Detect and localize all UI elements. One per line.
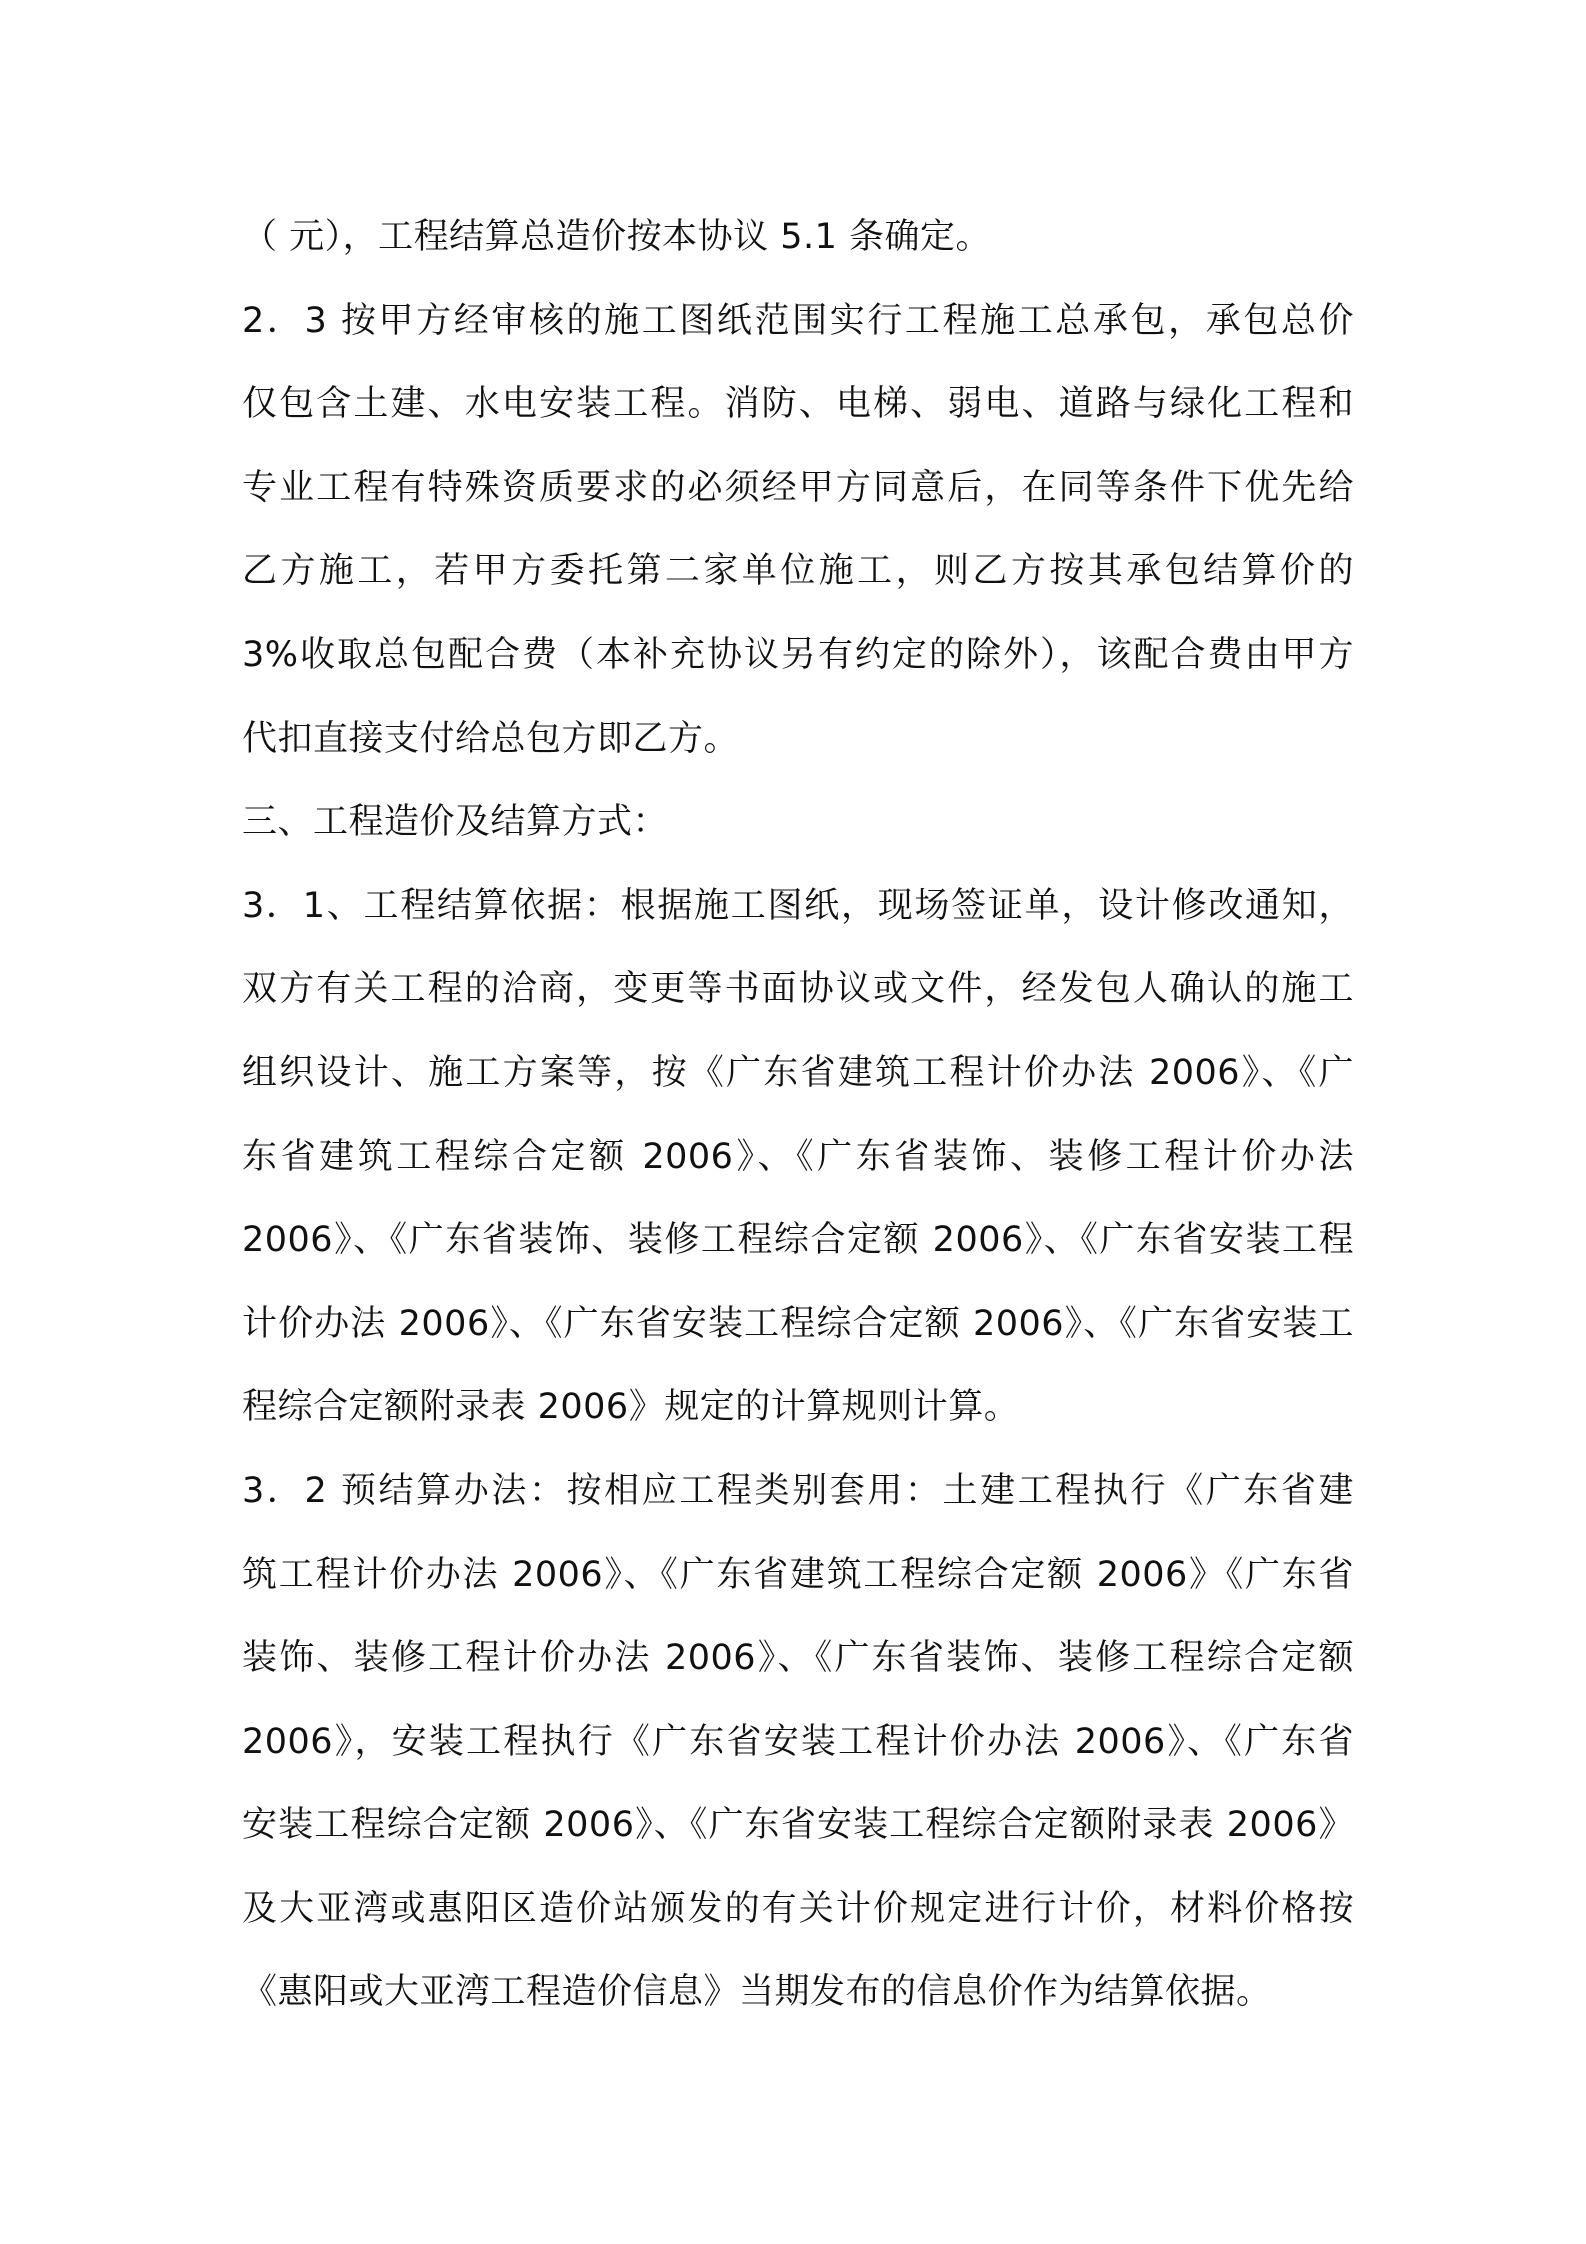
text-line: 2．3 按甲方经审核的施工图纸范围实行工程施工总承包，承包总价: [242, 300, 1354, 341]
text-line: 组织设计、施工方案等，按《广东省建筑工程计价办法 2006》、《广: [242, 1052, 1354, 1093]
text-line: 2006》、《广东省装饰、装修工程综合定额 2006》、《广东省安装工程: [242, 1220, 1354, 1261]
text-line: 程综合定额附录表 2006》规定的计算规则计算。: [242, 1387, 1020, 1428]
text-line: 代扣直接支付给总包方即乙方。: [242, 718, 740, 759]
text-line: 计价办法 2006》、《广东省安装工程综合定额 2006》、《广东省安装工: [242, 1303, 1354, 1344]
text-line: 东省建筑工程综合定额 2006》、《广东省装饰、装修工程计价办法: [242, 1136, 1354, 1177]
text-line: 《惠阳或大亚湾工程造价信息》当期发布的信息价作为结算依据。: [242, 1972, 1272, 2013]
text-line: 安装工程综合定额 2006》、《广东省安装工程综合定额附录表 2006》: [242, 1805, 1354, 1846]
text-line: 专业工程有特殊资质要求的必须经甲方同意后，在同等条件下优先给: [242, 467, 1354, 508]
text-line: 3．2 预结算办法：按相应工程类别套用：土建工程执行《广东省建: [242, 1470, 1354, 1511]
text-line: 三、工程造价及结算方式：: [242, 802, 669, 843]
text-line: 双方有关工程的洽商，变更等书面协议或文件，经发包人确认的施工: [242, 969, 1354, 1010]
text-line: 及大亚湾或惠阳区造价站颁发的有关计价规定进行计价，材料价格按: [242, 1888, 1354, 1929]
text-line: 乙方施工，若甲方委托第二家单位施工，则乙方按其承包结算价的: [242, 551, 1354, 592]
document-body: [242, 196, 1354, 2035]
text-line: 3%收取总包配合费（本补充协议另有约定的除外），该配合费由甲方: [242, 634, 1354, 675]
text-line: 3．1、工程结算依据：根据施工图纸，现场签证单，设计修改通知，: [242, 885, 1354, 926]
text-line: 筑工程计价办法 2006》、《广东省建筑工程综合定额 2006》《广东省: [242, 1554, 1354, 1595]
text-line: 装饰、装修工程计价办法 2006》、《广东省装饰、装修工程综合定额: [242, 1638, 1354, 1679]
text-line: 仅包含土建、水电安装工程。消防、电梯、弱电、道路与绿化工程和: [242, 384, 1354, 425]
text-line: 2006》，安装工程执行《广东省安装工程计价办法 2006》、《广东省: [242, 1721, 1354, 1762]
text-line: （ 元），工程结算总造价按本协议 5.1 条确定。: [242, 217, 992, 257]
